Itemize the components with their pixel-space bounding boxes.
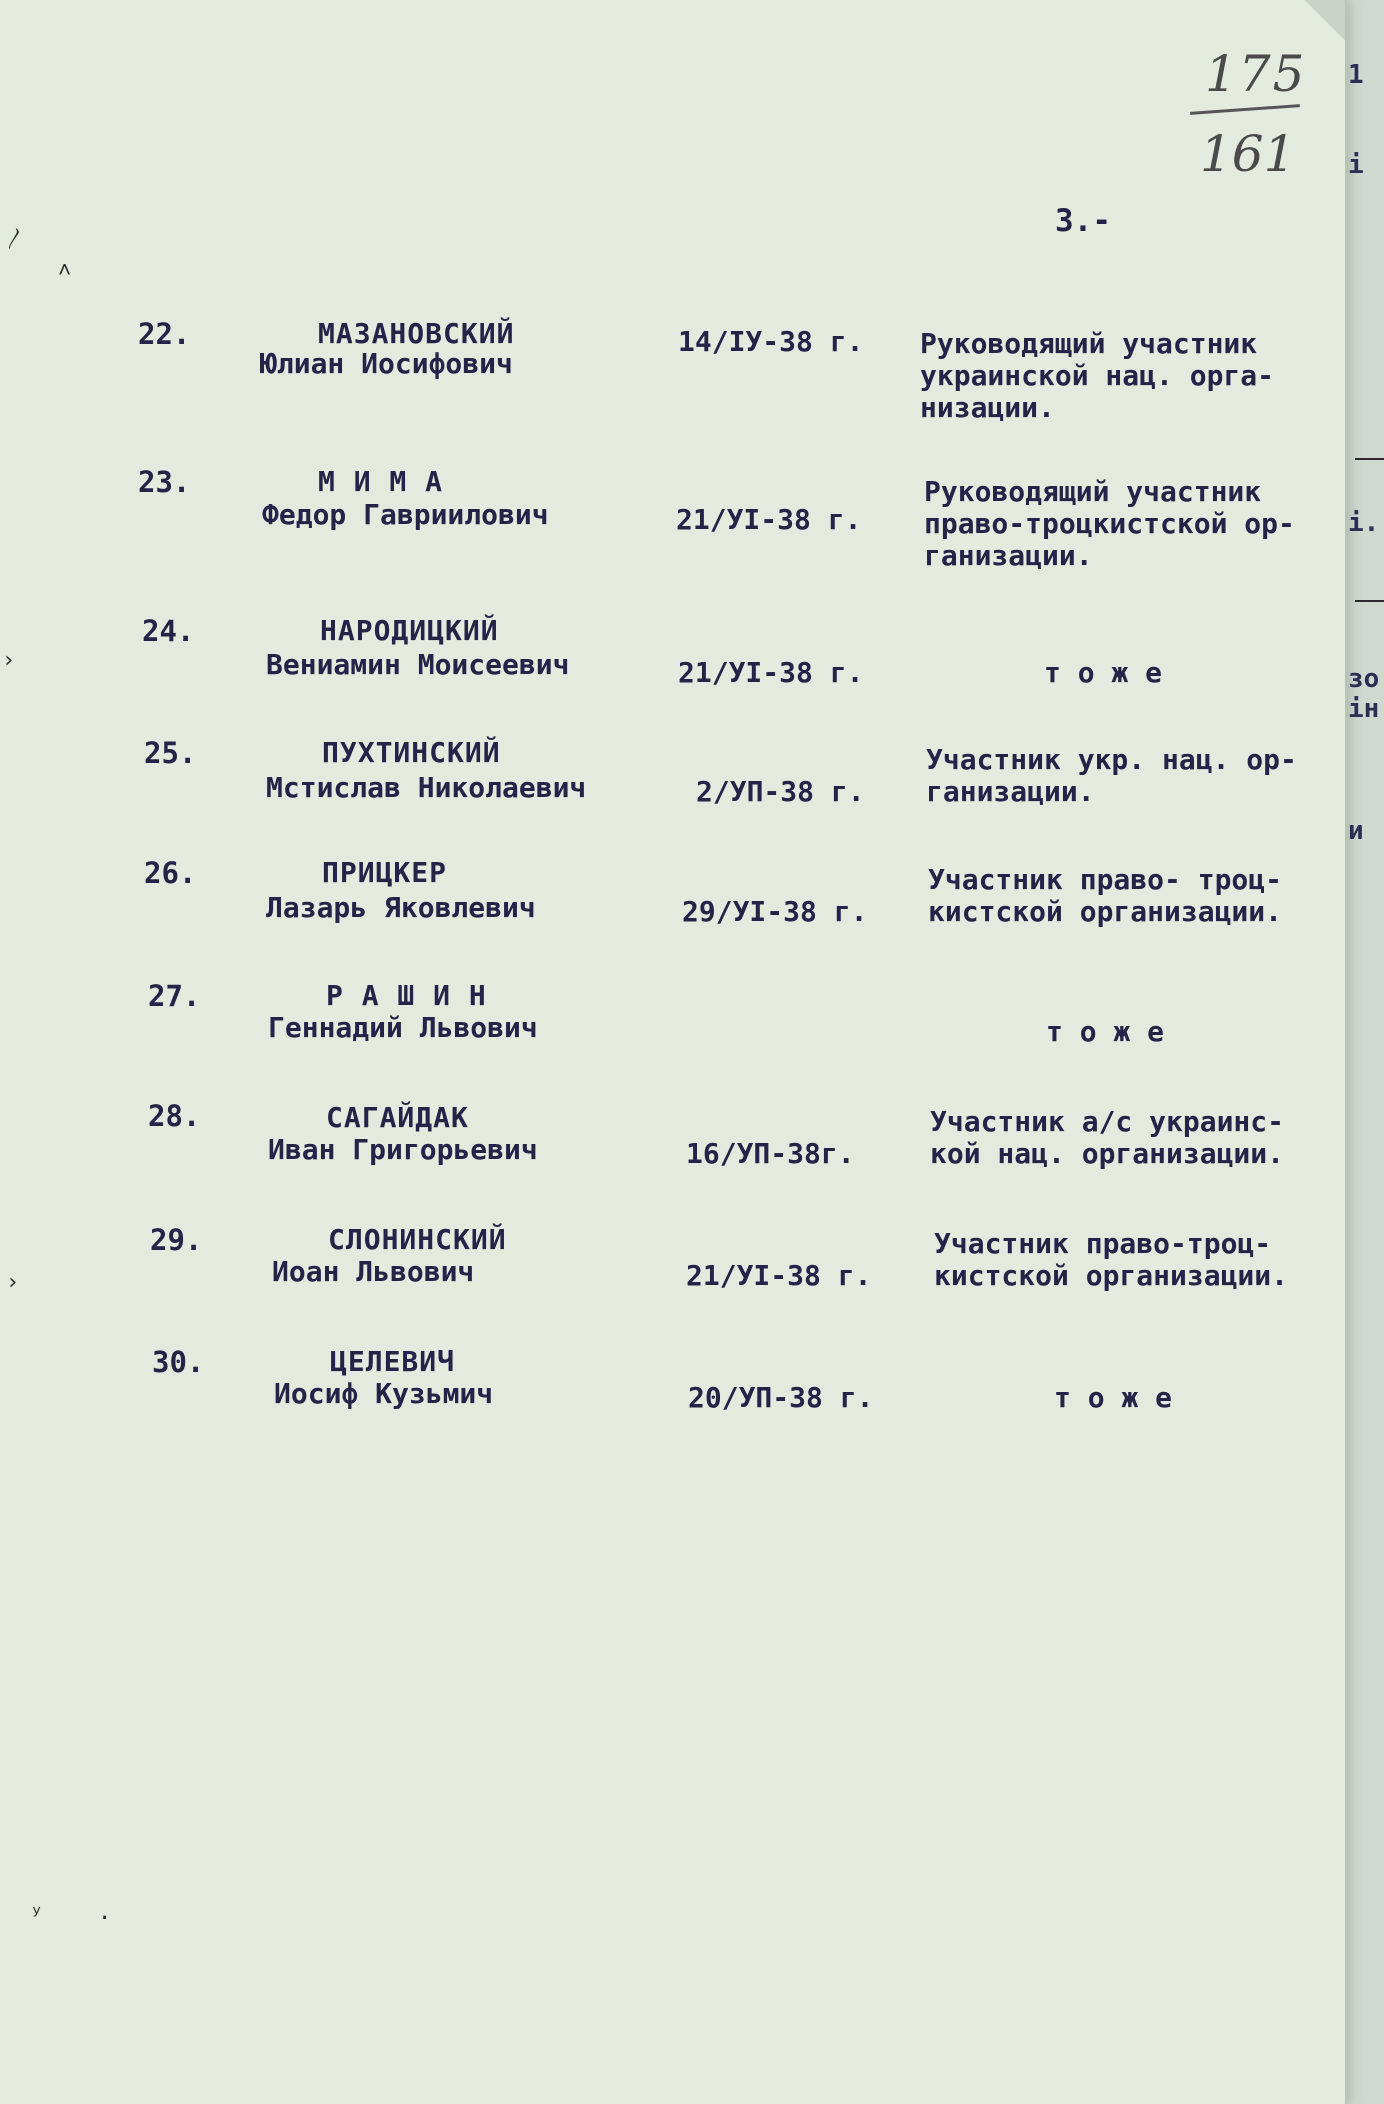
entry-number: 28.: [148, 1099, 201, 1133]
underlying-page-rule: [1355, 600, 1384, 602]
entry-surname: СЛОНИНСКИЙ: [328, 1223, 507, 1256]
entry-desc-line: украинской нац. орга-: [920, 359, 1275, 392]
entry-surname: НАРОДИЦКИЙ: [320, 614, 499, 647]
entry-desc-line: право-троцкистской ор-: [924, 507, 1295, 540]
margin-dot-mark: ·: [98, 1906, 112, 1931]
margin-tick-mark: ʸ: [30, 1902, 44, 1927]
entry-date: 2/УП-38 г.: [696, 775, 865, 808]
entry-desc-line: кистской организации.: [928, 895, 1283, 928]
underlying-page-text: i: [1348, 150, 1364, 180]
entry-date: 21/УI-38 г.: [686, 1259, 872, 1292]
entry-desc-line: т о ж е: [1046, 1015, 1165, 1048]
entry-date: 16/УП-38г.: [686, 1137, 855, 1170]
folded-corner: [1305, 0, 1345, 40]
underlying-page-text: i.: [1348, 508, 1380, 538]
entry-name: Иван Григорьевич: [268, 1133, 538, 1166]
margin-dot-mark: ˄: [58, 258, 72, 283]
entry-desc-line: Руководящий участник: [920, 327, 1258, 360]
entry-name: Иосиф Кузьмич: [274, 1377, 494, 1410]
entry-desc-line: Участник укр. нац. ор-: [926, 743, 1297, 776]
entry-desc-line: т о ж е: [1044, 656, 1163, 689]
entry-desc-line: ганизации.: [926, 775, 1095, 808]
handwritten-folio-bottom: 161: [1200, 125, 1296, 183]
handwritten-folio-top: 175: [1205, 45, 1307, 103]
entry-name: Мстислав Николаевич: [266, 771, 587, 804]
margin-tick-mark: 〳: [4, 227, 27, 252]
entry-desc-line: Участник право- троц-: [928, 863, 1283, 896]
entry-date: 21/УI-38 г.: [678, 656, 864, 689]
entry-date: 29/УI-38 г.: [682, 895, 868, 928]
entry-number: 23.: [138, 465, 191, 499]
entry-date: 20/УП-38 г.: [688, 1381, 874, 1414]
entry-number: 27.: [148, 979, 201, 1013]
entry-surname: ПРИЦКЕР: [322, 856, 448, 889]
entry-number: 24.: [142, 614, 195, 648]
entry-surname: МАЗАНОВСКИЙ: [318, 317, 515, 350]
entry-desc-line: кистской организации.: [934, 1259, 1289, 1292]
entry-desc-line: ганизации.: [924, 539, 1093, 572]
entry-desc-line: т о ж е: [1054, 1381, 1173, 1414]
entry-surname: САГАЙДАК: [326, 1101, 469, 1134]
entry-surname: ПУХТИНСКИЙ: [322, 736, 501, 769]
entry-name: Вениамин Моисеевич: [266, 648, 570, 681]
margin-tick-mark: ›: [2, 648, 16, 673]
entry-date: 21/УI-38 г.: [676, 503, 862, 536]
entry-desc-line: Руководящий участник: [924, 475, 1262, 508]
underlying-page-text: ін: [1348, 694, 1380, 724]
entry-number: 30.: [152, 1345, 205, 1379]
strike-through-mark: [1190, 104, 1300, 115]
entry-desc-line: Участник право-троц-: [934, 1227, 1272, 1260]
entry-desc-line: низации.: [920, 391, 1055, 424]
entry-name: Лазарь Яковлевич: [266, 891, 536, 924]
entry-number: 22.: [138, 317, 191, 351]
underlying-page-text: зо: [1348, 664, 1380, 694]
underlying-page-text: 1: [1348, 60, 1364, 90]
underlying-page-rule: [1355, 458, 1384, 460]
entry-number: 26.: [144, 856, 197, 890]
entry-surname: ЦЕЛЕВИЧ: [330, 1345, 456, 1378]
margin-tick-mark: ›: [6, 1270, 20, 1295]
underlying-page-text: и: [1348, 816, 1364, 846]
entry-number: 29.: [150, 1223, 203, 1257]
entry-number: 25.: [144, 736, 197, 770]
entry-surname: Р А Ш И Н: [326, 979, 487, 1012]
entry-desc-line: Участник а/с украинс-: [930, 1105, 1285, 1138]
entry-surname: М И М А: [318, 465, 444, 498]
entry-desc-line: кой нац. организации.: [930, 1137, 1285, 1170]
entry-name: Иоан Львович: [272, 1255, 475, 1288]
page-number: 3.-: [1055, 203, 1111, 239]
entry-name: Федор Гавриилович: [262, 498, 549, 531]
entry-name: Геннадий Львович: [268, 1011, 538, 1044]
entry-date: 14/IУ-38 г.: [678, 325, 864, 358]
entry-name: Юлиан Иосифович: [260, 347, 513, 380]
